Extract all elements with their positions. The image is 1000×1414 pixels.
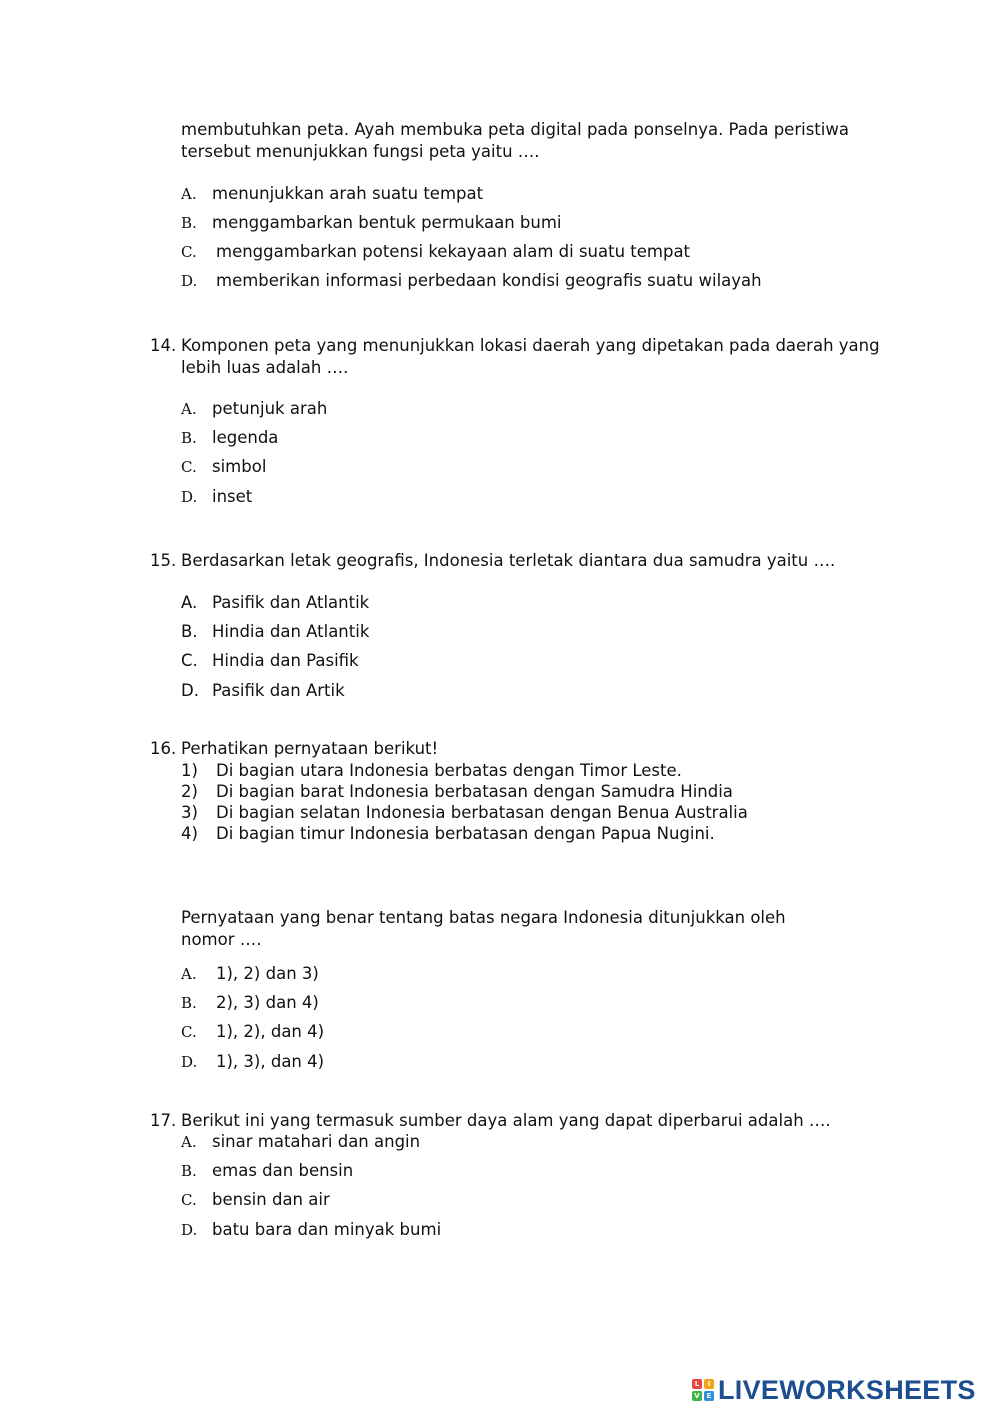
q15-text: Berdasarkan letak geografis, Indonesia terletak diantara dua samudra yaitu …. (181, 551, 836, 570)
option-text: bensin dan air (212, 1190, 330, 1209)
statement-text: Di bagian utara Indonesia berbatas dengan Timor Leste. (216, 761, 682, 780)
option-letter: D. (181, 488, 198, 506)
option-text: 1), 2), dan 4) (216, 1022, 325, 1041)
option-letter: B. (181, 214, 197, 232)
q16-statement (181, 781, 733, 802)
option-text: sinar matahari dan angin (212, 1132, 421, 1151)
q14-number: 14. (150, 336, 177, 355)
option-text: simbol (212, 457, 267, 476)
q16-text: Perhatikan pernyataan berikut! (181, 739, 439, 758)
option-text: menggambarkan potensi kekayaan alam di suatu tempat (216, 242, 691, 261)
option-letter: A. (181, 400, 197, 418)
option-letter: A. (181, 1133, 197, 1151)
statement-text: Di bagian barat Indonesia berbatasan dengan Samudra Hindia (216, 782, 733, 801)
option-letter: B. (181, 994, 197, 1012)
statement-text: Di bagian selatan Indonesia berbatasan dengan Benua Australia (216, 803, 748, 822)
statement-label: 3) (181, 803, 198, 822)
logo-grid-cell: I (704, 1379, 714, 1389)
q15-option-d[interactable] (181, 680, 345, 702)
option-text: memberikan informasi perbedaan kondisi geografis suatu wilayah (216, 271, 762, 290)
option-text: menunjukkan arah suatu tempat (212, 184, 484, 203)
option-letter: D. (181, 681, 199, 700)
q13-text: membutuhkan peta. Ayah membuka peta digital pada ponselnya. Pada peristiwa tersebut menunjukkan fungsi peta yaitu …. (181, 120, 849, 161)
statement-text: Di bagian timur Indonesia berbatasan dengan Papua Nugini. (216, 824, 715, 843)
q16-option-b[interactable] (181, 992, 319, 1014)
option-text: legenda (212, 428, 279, 447)
q17-option-d[interactable] (181, 1219, 441, 1241)
option-text: batu bara dan minyak bumi (212, 1220, 442, 1239)
option-letter: B. (181, 622, 198, 641)
option-text: Hindia dan Atlantik (212, 622, 370, 641)
q16-question: Pernyataan yang benar tentang batas negara Indonesia ditunjukkan oleh nomor …. (181, 908, 786, 949)
logo-grid-cell: V (692, 1391, 702, 1401)
option-text: emas dan bensin (212, 1161, 354, 1180)
q17-option-b[interactable] (181, 1160, 353, 1182)
q14-option-b[interactable] (181, 427, 278, 449)
option-text: Hindia dan Pasifik (212, 651, 359, 670)
q13-option-c[interactable] (181, 241, 690, 263)
option-letter: A. (181, 965, 197, 983)
option-letter: A. (181, 185, 197, 203)
q17-option-a[interactable] (181, 1131, 420, 1153)
q15-option-a[interactable] (181, 592, 369, 614)
q16-statement (181, 802, 748, 823)
option-text: 1), 3), dan 4) (216, 1052, 325, 1071)
option-letter: B. (181, 1162, 197, 1180)
q16-option-a[interactable] (181, 963, 319, 985)
q16-option-d[interactable] (181, 1051, 324, 1073)
statement-label: 2) (181, 782, 198, 801)
logo-grid-cell: E (704, 1391, 714, 1401)
q13-option-a[interactable] (181, 183, 483, 205)
option-text: petunjuk arah (212, 399, 328, 418)
option-letter: C. (181, 458, 197, 476)
option-letter: D. (181, 272, 198, 290)
q15-number: 15. (150, 551, 177, 570)
q14-text: Komponen peta yang menunjukkan lokasi daerah yang dipetakan pada daerah yang lebih luas adalah …. (181, 336, 880, 377)
q17-number: 17. (150, 1111, 177, 1130)
q14-option-a[interactable] (181, 398, 327, 420)
q17-text: Berikut ini yang termasuk sumber daya alam yang dapat diperbarui adalah …. (181, 1111, 831, 1130)
q14-option-c[interactable] (181, 456, 266, 478)
q15-option-c[interactable] (181, 650, 359, 672)
q16-number: 16. (150, 739, 177, 758)
logo-text: LIVEWORKSHEETS (718, 1374, 976, 1405)
q16-statement (181, 823, 715, 844)
q16-statement (181, 760, 682, 781)
option-letter: D. (181, 1053, 198, 1071)
option-letter: D. (181, 1221, 198, 1239)
q15-option-b[interactable] (181, 621, 369, 643)
option-letter: C. (181, 1191, 197, 1209)
statement-label: 4) (181, 824, 198, 843)
option-letter: B. (181, 429, 197, 447)
q13-option-b[interactable] (181, 212, 562, 234)
logo-grid-cell: L (692, 1379, 702, 1389)
option-text: Pasifik dan Atlantik (212, 593, 370, 612)
option-letter: C. (181, 651, 198, 670)
q14-option-d[interactable] (181, 486, 252, 508)
statement-label: 1) (181, 761, 198, 780)
q16-option-c[interactable] (181, 1021, 324, 1043)
option-letter: C. (181, 1023, 197, 1041)
option-text: Pasifik dan Artik (212, 681, 345, 700)
option-text: inset (212, 487, 253, 506)
q13-option-d[interactable] (181, 270, 762, 292)
liveworksheets-logo (692, 1376, 976, 1404)
logo-grid-icon (692, 1379, 714, 1401)
option-text: 1), 2) dan 3) (216, 964, 319, 983)
q17-option-c[interactable] (181, 1189, 330, 1211)
option-letter: C. (181, 243, 197, 261)
option-letter: A. (181, 593, 198, 612)
option-text: 2), 3) dan 4) (216, 993, 319, 1012)
option-text: menggambarkan bentuk permukaan bumi (212, 213, 562, 232)
